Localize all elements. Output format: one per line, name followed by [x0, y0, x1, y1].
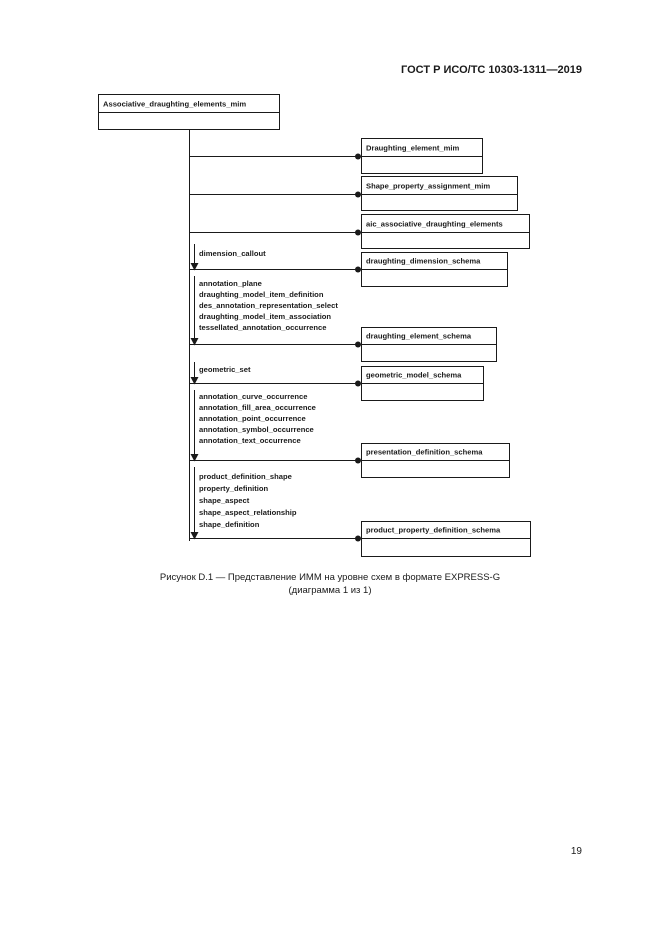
- figure-caption-subtitle: (диаграмма 1 из 1): [288, 585, 372, 596]
- reference-item: product_definition_shape: [199, 472, 292, 481]
- schema-connector-dot-icon: [355, 154, 361, 160]
- reference-item: annotation_text_occurrence: [199, 436, 301, 445]
- schema-connector-dot-icon: [355, 381, 361, 387]
- root-entity-label: Associative_draughting_elements_mim: [103, 99, 247, 109]
- reference-item: shape_aspect_relationship: [199, 508, 297, 517]
- schema-label: aic_associative_draughting_elements: [366, 219, 503, 229]
- reference-item: tessellated_annotation_occurrence: [199, 323, 327, 332]
- schema-label: geometric_model_schema: [366, 370, 462, 380]
- schema-connector-dot-icon: [355, 230, 361, 236]
- schema-label: product_property_definition_schema: [366, 525, 501, 535]
- schema-connector-dot-icon: [355, 267, 361, 273]
- schema-connector-dot-icon: [355, 342, 361, 348]
- schema-label: presentation_definition_schema: [366, 447, 483, 457]
- schema-connector-dot-icon: [355, 536, 361, 542]
- standard-header: ГОСТ Р ИСО/ТС 10303-1311—2019: [401, 64, 582, 76]
- figure-caption: Рисунок D.1 — Представление ИММ на уровне схем в формате EXPRESS-G: [159, 572, 501, 583]
- schema-connector-dot-icon: [355, 458, 361, 464]
- reference-item: annotation_plane: [199, 279, 262, 288]
- page-number: 19: [570, 846, 582, 857]
- schema-label: draughting_dimension_schema: [366, 256, 481, 266]
- reference-item: annotation_symbol_occurrence: [199, 425, 314, 434]
- reference-item: annotation_fill_area_occurrence: [199, 403, 316, 412]
- reference-item: dimension_callout: [199, 249, 266, 258]
- reference-item: geometric_set: [199, 365, 251, 374]
- reference-item: shape_aspect: [199, 496, 250, 505]
- reference-item: annotation_point_occurrence: [199, 414, 306, 423]
- schema-label: Draughting_element_mim: [366, 143, 460, 153]
- schema-label: Shape_property_assignment_mim: [366, 181, 491, 191]
- schema-connector-dot-icon: [355, 192, 361, 198]
- reference-item: draughting_model_item_association: [199, 312, 332, 321]
- reference-item: des_annotation_representation_select: [199, 301, 338, 310]
- reference-item: shape_definition: [199, 520, 260, 529]
- reference-item: property_definition: [199, 484, 269, 493]
- reference-item: draughting_model_item_definition: [199, 290, 324, 299]
- reference-item: annotation_curve_occurrence: [199, 392, 308, 401]
- schema-label: draughting_element_schema: [366, 331, 472, 341]
